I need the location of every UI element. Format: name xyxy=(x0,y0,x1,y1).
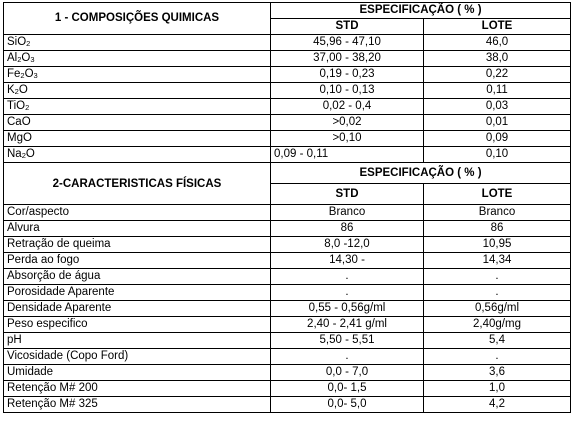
composition-name xyxy=(4,115,271,131)
section1-spec-header: ESPECIFICAÇÃO ( % ) xyxy=(271,3,571,19)
composition-name xyxy=(4,99,271,115)
composition-name xyxy=(4,147,271,163)
characteristic-row xyxy=(4,205,571,221)
composition-lote-value: 0,22 xyxy=(424,67,571,83)
section1-std-label: STD xyxy=(271,19,424,35)
characteristic-name: Alvura xyxy=(4,221,271,237)
formula-tail: O xyxy=(18,84,28,96)
characteristic-lote-value: 86 xyxy=(424,221,571,237)
composition-std-value: 0,02 - 0,4 xyxy=(271,99,424,115)
characteristic-std-value: . xyxy=(271,349,424,365)
composition-std-value: 0,10 - 0,13 xyxy=(271,83,424,99)
characteristic-name: Peso especifico xyxy=(4,317,271,333)
composition-std-value: 0,19 - 0,23 xyxy=(271,67,424,83)
characteristic-lote-value: 10,95 xyxy=(424,237,571,253)
composition-name xyxy=(4,131,271,147)
characteristic-lote-value: 3,6 xyxy=(424,365,571,381)
characteristic-std-value: Branco xyxy=(271,205,424,221)
section2-lote-label: LOTE xyxy=(424,184,571,205)
composition-row xyxy=(4,83,571,99)
formula-base: MgO xyxy=(7,132,32,144)
characteristic-std-value: 8,0 -12,0 xyxy=(271,237,424,253)
characteristic-name: Vicosidade (Copo Ford) xyxy=(4,349,271,365)
section1-lote-label: LOTE xyxy=(424,19,571,35)
characteristic-lote-value: 5,4 xyxy=(424,333,571,349)
characteristic-lote-value: . xyxy=(424,285,571,301)
characteristic-name: Umidade xyxy=(4,365,271,381)
composition-lote-value: 0,11 xyxy=(424,83,571,99)
composition-row xyxy=(4,99,571,115)
formula-sub: 2 xyxy=(21,151,26,160)
formula-sub2: 3 xyxy=(33,71,38,80)
formula-base: Al xyxy=(7,52,18,64)
characteristic-row xyxy=(4,317,571,333)
composition-lote-value: 0,03 xyxy=(424,99,571,115)
formula-base: TiO xyxy=(7,100,26,112)
characteristic-name: Retração de queima xyxy=(4,237,271,253)
characteristic-std-value: . xyxy=(271,285,424,301)
formula-base: Fe xyxy=(7,68,21,80)
composition-name xyxy=(4,51,271,67)
composition-lote-value: 38,0 xyxy=(424,51,571,67)
characteristic-lote-value: 14,34 xyxy=(424,253,571,269)
composition-lote-value: 0,09 xyxy=(424,131,571,147)
composition-row xyxy=(4,67,571,83)
characteristic-row xyxy=(4,301,571,317)
characteristic-name: Perda ao fogo xyxy=(4,253,271,269)
composition-name xyxy=(4,35,271,51)
section1-header-row xyxy=(4,3,571,19)
characteristic-lote-value: 4,2 xyxy=(424,397,571,413)
characteristic-name: Densidade Aparente xyxy=(4,301,271,317)
formula-sub: 2 xyxy=(20,71,25,80)
characteristic-name: pH xyxy=(4,333,271,349)
characteristic-std-value: 86 xyxy=(271,221,424,237)
characteristic-lote-value: 2,40g/mg xyxy=(424,317,571,333)
characteristic-row xyxy=(4,253,571,269)
composition-row xyxy=(4,115,571,131)
characteristic-row xyxy=(4,365,571,381)
characteristic-row xyxy=(4,381,571,397)
characteristic-lote-value: Branco xyxy=(424,205,571,221)
characteristic-name: Absorção de água xyxy=(4,269,271,285)
characteristic-row xyxy=(4,221,571,237)
composition-std-value: >0,10 xyxy=(271,131,424,147)
characteristic-row xyxy=(4,397,571,413)
characteristic-row xyxy=(4,349,571,365)
characteristic-lote-value: 0,56g/ml xyxy=(424,301,571,317)
characteristic-row xyxy=(4,333,571,349)
characteristic-lote-value: . xyxy=(424,269,571,285)
characteristic-row xyxy=(4,269,571,285)
section2-std-label: STD xyxy=(271,184,424,205)
formula-tail: O xyxy=(24,68,34,80)
composition-row xyxy=(4,147,571,163)
composition-lote-value: 0,01 xyxy=(424,115,571,131)
formula-sub: 2 xyxy=(17,55,22,64)
formula-tail: O xyxy=(25,148,35,160)
composition-std-value: >0,02 xyxy=(271,115,424,131)
section1-title: 1 - COMPOSIÇÕES QUIMICAS xyxy=(4,3,271,35)
formula-tail: O xyxy=(21,52,31,64)
characteristic-row xyxy=(4,237,571,253)
characteristic-name: Porosidade Aparente xyxy=(4,285,271,301)
characteristic-std-value: . xyxy=(271,269,424,285)
formula-base: SiO xyxy=(7,36,27,48)
composition-name xyxy=(4,67,271,83)
formula-sub: 2 xyxy=(14,87,19,96)
characteristic-std-value: 0,0- 5,0 xyxy=(271,397,424,413)
characteristic-std-value: 0,0 - 7,0 xyxy=(271,365,424,381)
composition-row xyxy=(4,51,571,67)
composition-name xyxy=(4,83,271,99)
characteristic-lote-value: 1,0 xyxy=(424,381,571,397)
formula-base: K xyxy=(7,84,15,96)
formula-sub2: 3 xyxy=(30,55,35,64)
formula-sub: 2 xyxy=(26,39,31,48)
characteristic-std-value: 0,55 - 0,56g/ml xyxy=(271,301,424,317)
section2-header-row xyxy=(4,163,571,184)
specification-table-body xyxy=(4,3,571,413)
characteristic-name: Cor/aspecto xyxy=(4,205,271,221)
characteristic-std-value: 2,40 - 2,41 g/ml xyxy=(271,317,424,333)
characteristic-name: Retenção M# 325 xyxy=(4,397,271,413)
formula-base: CaO xyxy=(7,116,31,128)
characteristic-std-value: 5,50 - 5,51 xyxy=(271,333,424,349)
characteristic-std-value: 14,30 - xyxy=(271,253,424,269)
characteristic-lote-value: . xyxy=(424,349,571,365)
section2-title: 2-CARACTERISTICAS FÍSICAS xyxy=(4,163,271,205)
composition-std-value: 0,09 - 0,11 xyxy=(271,147,424,163)
specification-table xyxy=(3,2,571,413)
composition-lote-value: 46,0 xyxy=(424,35,571,51)
section2-spec-header: ESPECIFICAÇÃO ( % ) xyxy=(271,163,571,184)
characteristic-name: Retenção M# 200 xyxy=(4,381,271,397)
composition-row xyxy=(4,131,571,147)
characteristic-std-value: 0,0- 1,5 xyxy=(271,381,424,397)
composition-lote-value: 0,10 xyxy=(424,147,571,163)
composition-std-value: 37,00 - 38,20 xyxy=(271,51,424,67)
composition-row xyxy=(4,35,571,51)
composition-std-value: 45,96 - 47,10 xyxy=(271,35,424,51)
characteristic-row xyxy=(4,285,571,301)
formula-base: Na xyxy=(7,148,22,160)
formula-sub: 2 xyxy=(25,103,30,112)
